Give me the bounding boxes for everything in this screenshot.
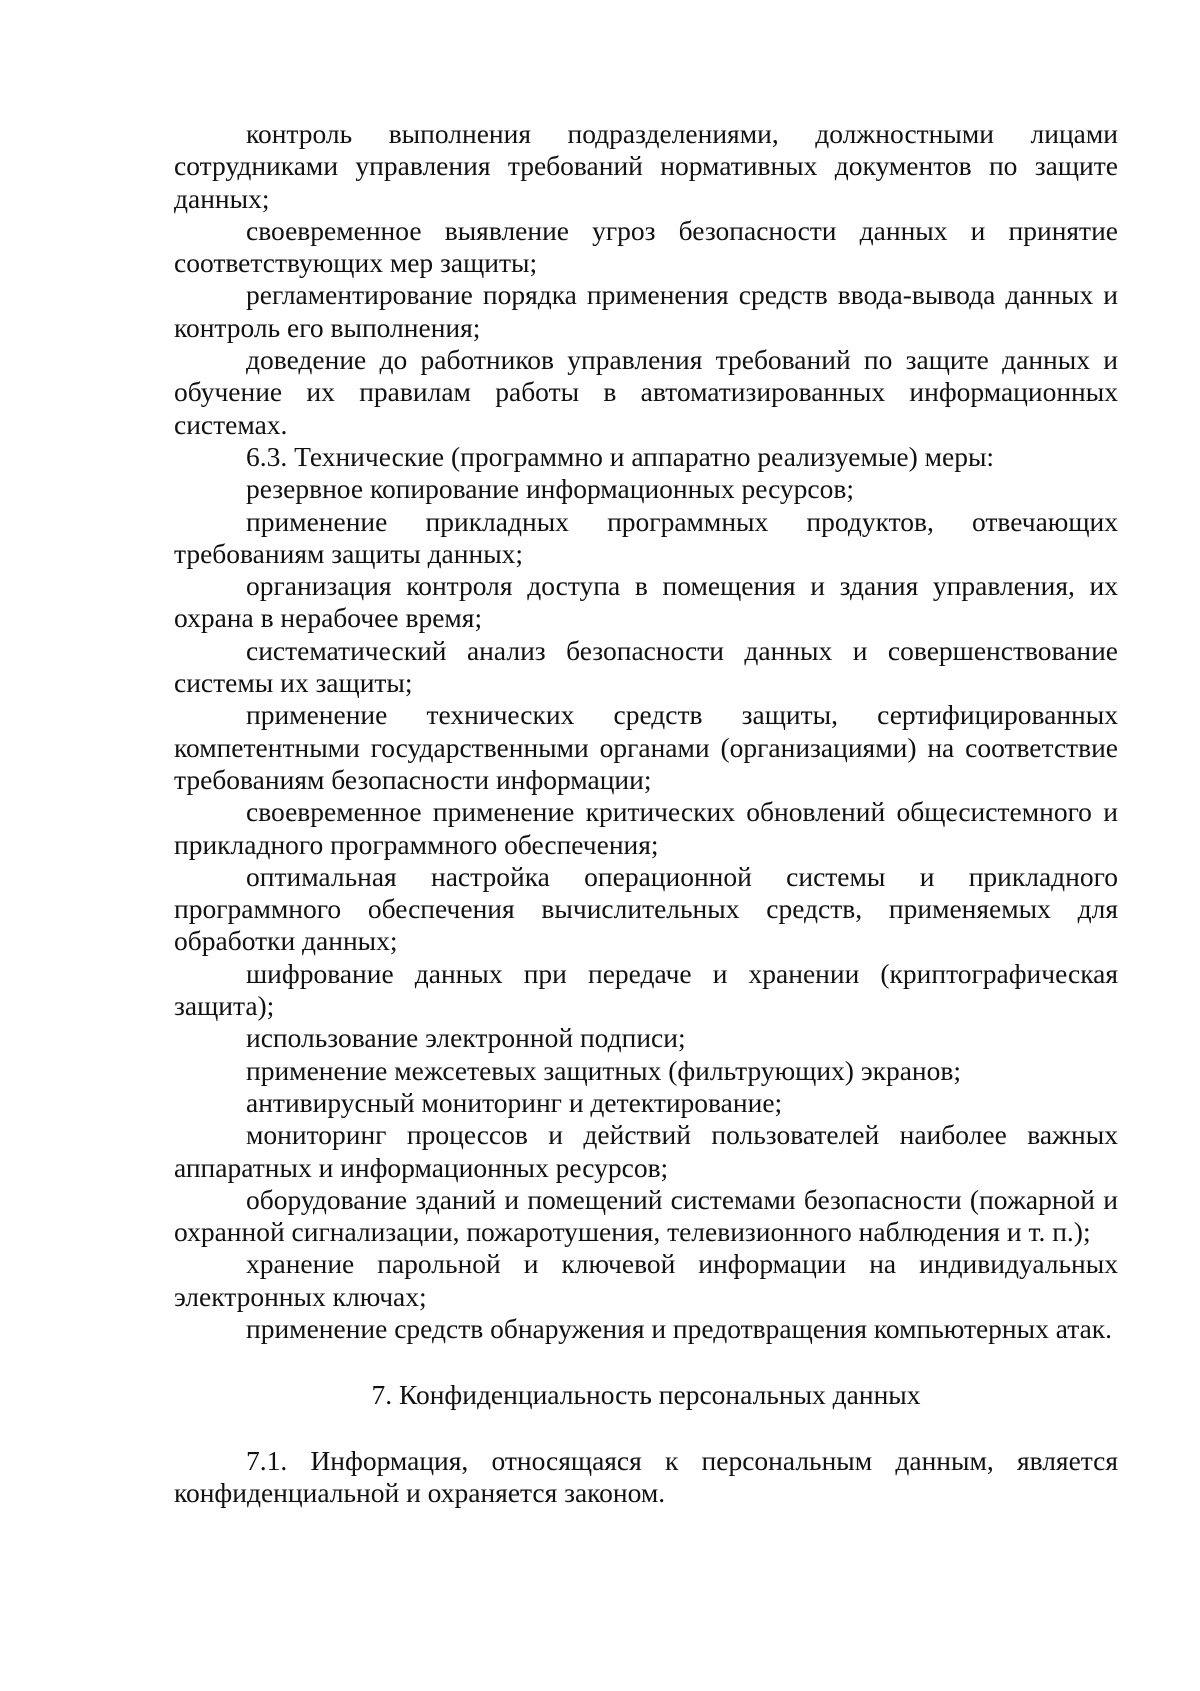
paragraph: резервное копирование информационных ресурсов;: [246, 473, 855, 505]
paragraph: своевременное выявление угроз безопасности данных и принятие соответствующих мер защиты;: [174, 214, 1118, 279]
paragraph: антивирусный мониторинг и детектирование;: [246, 1086, 783, 1118]
paragraph: 7.1. Информация, относящаяся к персональным данным, является конфиденциальной и охраняется законом.: [174, 1444, 1118, 1508]
paragraph: хранение парольной и ключевой информации на индивидуальных электронных ключах;: [174, 1248, 1118, 1312]
subsection-heading: 6.3. Технические (программно и аппаратно реализуемые) меры:: [246, 440, 995, 472]
paragraph: использование электронной подписи;: [246, 1022, 686, 1054]
paragraph: организация контроля доступа в помещения и здания управления, их охрана в нерабочее время;: [174, 570, 1118, 634]
document-body: [174, 118, 1118, 1509]
paragraph: оптимальная настройка операционной системы и прикладного программного обеспечения вычислительных средств, применяемых для обработки данных;: [174, 860, 1118, 957]
paragraph: своевременное применение критических обновлений общесистемного и прикладного программного обеспечения;: [174, 796, 1118, 860]
paragraph: оборудование зданий и помещений системами безопасности (пожарной и охранной сигнализации, пожаротушения, телевизионного наблюдения и т. п.);: [174, 1183, 1118, 1248]
paragraph: мониторинг процессов и действий пользователей наиболее важных аппаратных и информационных ресурсов;: [174, 1119, 1118, 1183]
paragraph: контроль выполнения подразделениями, должностными лицами сотрудниками управления требований нормативных документов по защите данных;: [174, 118, 1118, 214]
section-heading: 7. Конфиденциальность персональных данных: [371, 1379, 921, 1411]
paragraph: применение межсетевых защитных (фильтрующих) экранов;: [246, 1054, 962, 1086]
paragraph: систематический анализ безопасности данных и совершенствование системы их защиты;: [174, 634, 1118, 699]
paragraph: применение средств обнаружения и предотвращения компьютерных атак.: [246, 1312, 1113, 1344]
paragraph: применение прикладных программных продуктов, отвечающих требованиям защиты данных;: [174, 505, 1118, 569]
paragraph: доведение до работников управления требований по защите данных и обучение их правилам работы в автоматизированных информационных системах.: [174, 344, 1118, 440]
paragraph: регламентирование порядка применения средств ввода-вывода данных и контроль его выполнения;: [174, 279, 1118, 343]
paragraph: применение технических средств защиты, сертифицированных компетентными государственными органами (организациями) на соответствие требованиям безопасности информации;: [174, 699, 1118, 795]
paragraph: шифрование данных при передаче и хранении (криптографическая защита);: [174, 957, 1118, 1022]
